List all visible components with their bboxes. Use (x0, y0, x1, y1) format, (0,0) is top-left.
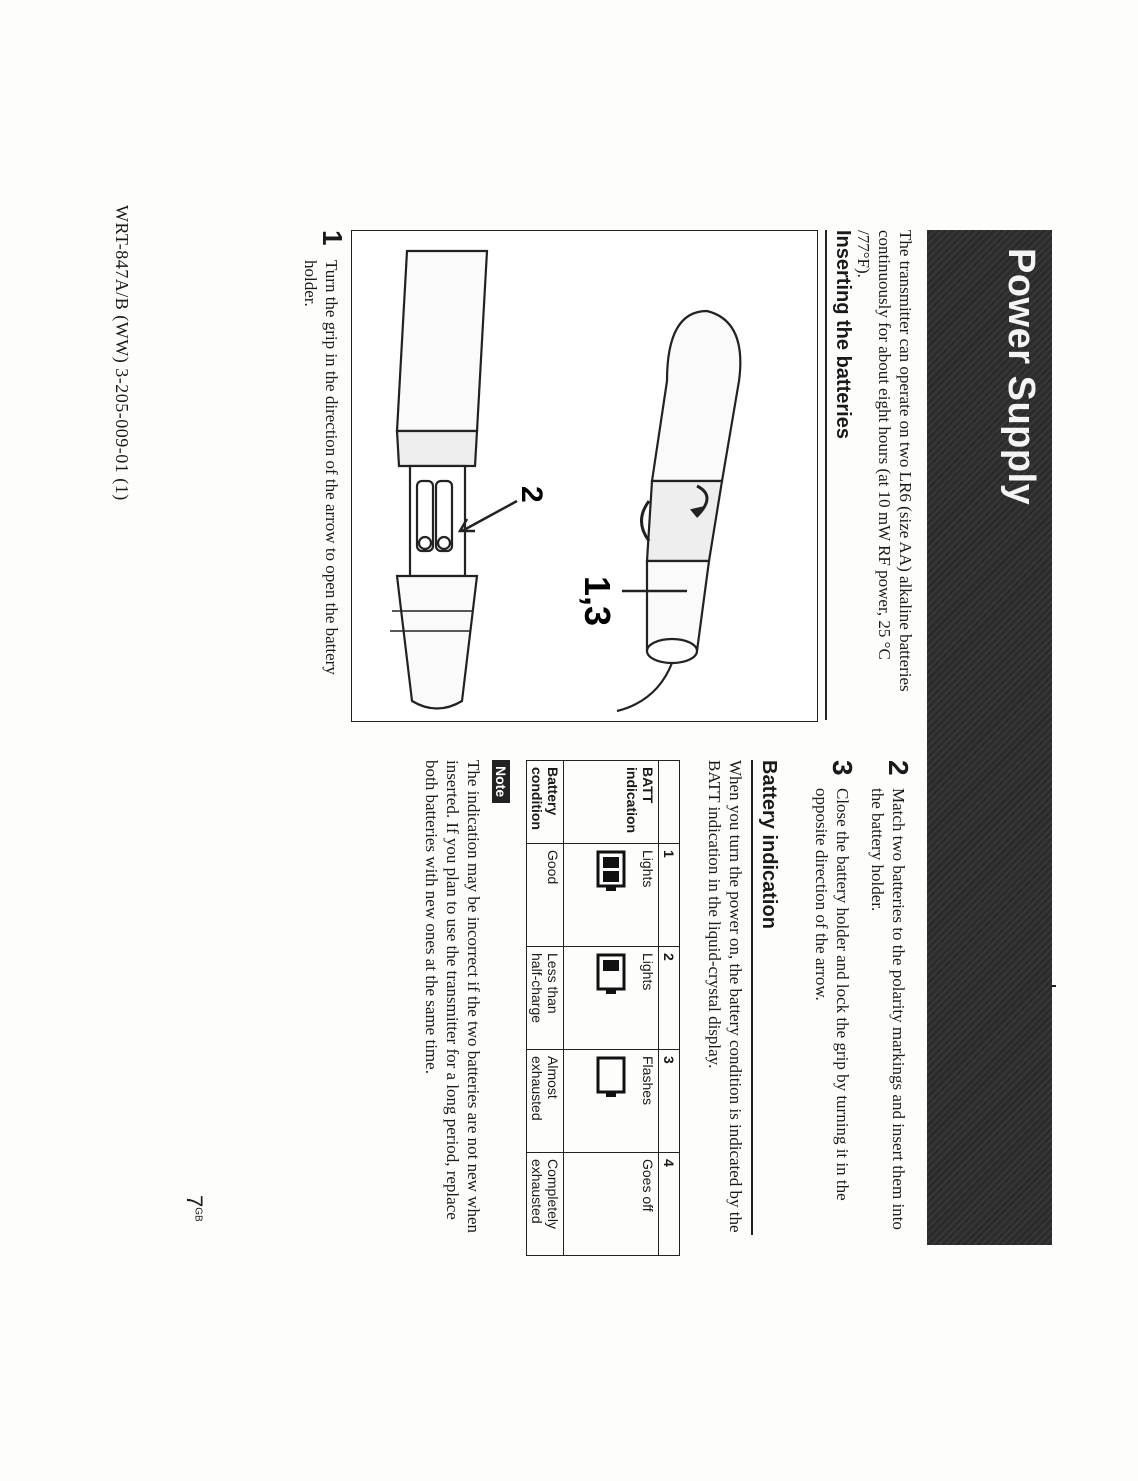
battery-table (526, 760, 680, 1256)
battery-indication-rule (751, 760, 753, 1235)
table-cell (564, 1050, 659, 1153)
table-cell (564, 1153, 659, 1256)
step-3-text: Close the battery holder and lock the grip by turning it in the opposite direction of the arrow. (812, 788, 852, 1201)
step-2-number: 2 (883, 760, 914, 776)
step-1-number: 1 (317, 230, 348, 246)
battery-indication-text: When you turn the power on, the battery condition is indicated by the BATT indication in the liquid-crystal display. (705, 760, 745, 1233)
battery-indication-heading: Battery indication (758, 760, 780, 929)
page-number-value: 7 (182, 1195, 207, 1208)
transmitter-illustration (352, 231, 817, 721)
batt-state-text: Flashes (640, 1056, 656, 1106)
page-number (181, 1195, 207, 1222)
inserting-rule (825, 230, 827, 720)
inserting-heading: Inserting the batteries (832, 230, 854, 439)
table-cell (564, 947, 659, 1050)
table-cell: Almost exhausted (527, 1050, 564, 1153)
table-header-blank (659, 761, 680, 844)
rotated-content (92, 160, 1052, 1340)
transmitter-lower (390, 251, 487, 709)
table-header-4: 4 (659, 1153, 680, 1256)
step-3-number: 3 (827, 760, 858, 776)
table-header-1: 1 (659, 844, 680, 947)
intro-paragraph: The transmitter can operate on two LR6 (size AA) alkaline batteries continuously for about eight hours (at 10 mW RF power, 25 °C /77°F). (854, 230, 915, 692)
battery-empty-icon (596, 1056, 626, 1100)
transmitter-upper (617, 311, 740, 711)
table-header-3: 3 (659, 1050, 680, 1153)
table-cell: Good (527, 844, 564, 947)
table-row-batt (564, 761, 659, 1256)
battery-table-wrap (526, 760, 680, 1256)
table-header-row (659, 761, 680, 1256)
note-label: Note (492, 760, 510, 803)
step-2-text: Match two batteries to the polarity markings and insert them into the battery holder. (868, 788, 908, 1230)
page-title: Power Supply (1000, 248, 1042, 506)
note-text: The indication may be incorrect if the two batteries are not new when inserted. If you plan to use the transmitter for a long period, replace both batteries with new ones at the same time. (422, 760, 483, 1233)
callout-2: 2 (515, 486, 548, 503)
model-number: WRT-847A/B (WW) 3-205-009-01 (1) (112, 205, 132, 501)
page-number-suffix: GB (192, 1207, 204, 1222)
batt-state-text: Lights (640, 953, 656, 991)
table-cell: Completely exhausted (527, 1153, 564, 1256)
table-cell: Less than half-charge (527, 947, 564, 1050)
battery-full-icon (596, 850, 626, 894)
table-cell (564, 844, 659, 947)
batt-state-text: Lights (640, 850, 656, 888)
row-label-condition: Battery condition (527, 761, 564, 844)
step-1-text: Turn the grip in the direction of the arrow to open the battery holder. (301, 260, 341, 675)
row-label-batt: BATT indication (564, 761, 659, 844)
table-header-2: 2 (659, 947, 680, 1050)
batt-state-text: Goes off (640, 1159, 656, 1212)
battery-half-icon (596, 953, 626, 997)
table-row-condition (527, 761, 564, 1256)
arrow-2 (460, 501, 517, 531)
callout-13: 1,3 (577, 576, 618, 627)
battery-illustration (351, 230, 818, 722)
